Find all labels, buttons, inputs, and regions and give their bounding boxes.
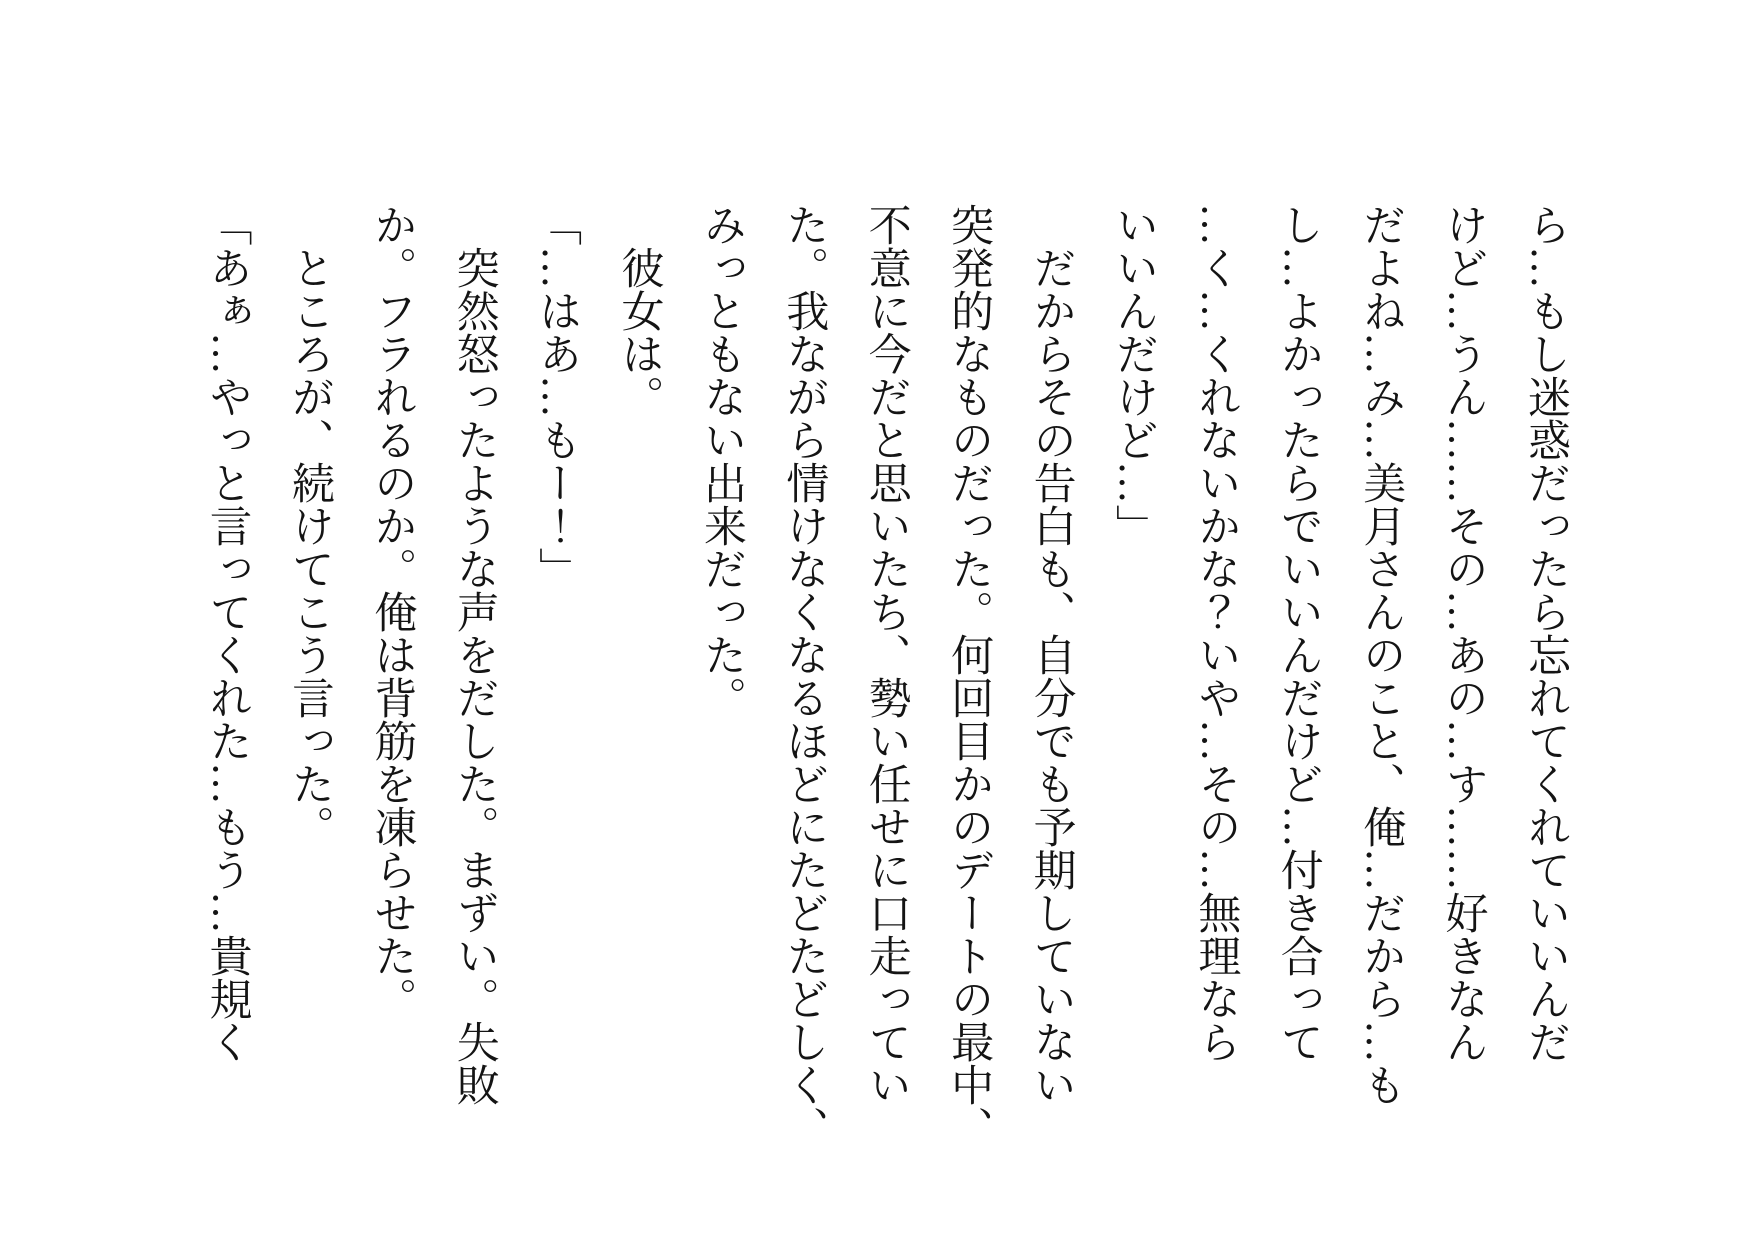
text-line: 「…はあ…もー！」 <box>533 203 581 590</box>
text-line: 不意に今だと思いたち、勢い任せに口走ってい <box>862 203 910 1106</box>
vertical-text-block <box>185 203 1586 1149</box>
text-line: ら…もし迷惑だったら忘れてくれていいんだ <box>1522 203 1569 1063</box>
text-line: 彼女は。 <box>615 203 663 418</box>
text-line: 突然怒ったような声をだした。まずい。失敗 <box>450 203 498 1106</box>
text-line: 「あぁ…やっと言ってくれた…もう…貴規く <box>203 203 251 1063</box>
text-line: けど…うん……その…あの…す……好きなん <box>1439 203 1487 1063</box>
text-line: し…よかったらでいいんだけど…付き合って <box>1274 203 1322 1063</box>
text-line: 突発的なものだった。何回目かのデートの最中、 <box>945 203 993 1149</box>
text-line: みっともない出来だった。 <box>697 203 745 719</box>
text-line: だからその告白も、自分でも予期していない <box>1027 203 1075 1106</box>
text-line: ところが、続けてこう言った。 <box>285 203 333 848</box>
text-line: だよね…み…美月さんのこと、俺…だから…も <box>1357 203 1405 1106</box>
text-line: か。フラれるのか。俺は背筋を凍らせた。 <box>368 203 416 1020</box>
text-line: …く…くれないかな？いや…その…無理なら <box>1192 203 1240 1063</box>
text-line: いいんだけど…」 <box>1109 203 1157 547</box>
text-line: た。我ながら情けなくなるほどにたどたどしく、 <box>780 203 828 1149</box>
